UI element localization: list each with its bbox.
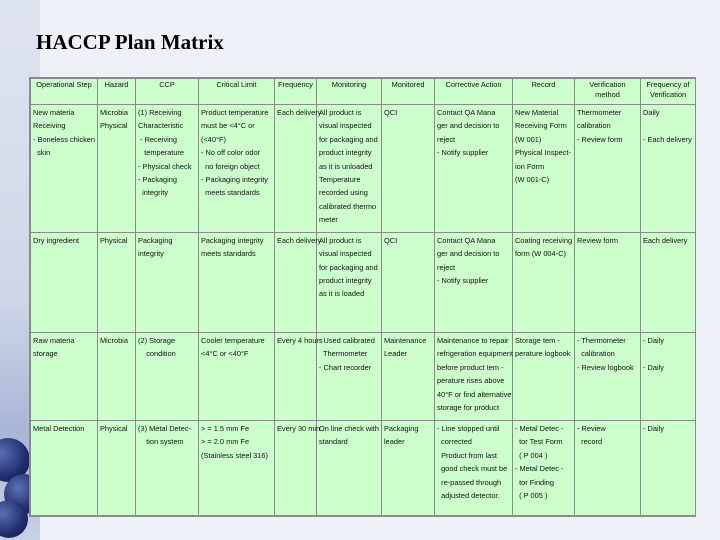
cell-verification-frequency: Daily - Each delivery: [641, 105, 696, 233]
table-body: [31, 105, 696, 516]
column-header-frequency: Frequency: [275, 79, 317, 105]
cell-verification-method: - Review record: [575, 420, 641, 515]
cell-frequency: Each delivery: [275, 232, 317, 332]
column-header-corrective-action: Corrective Action: [435, 79, 513, 105]
cell-hazard: Physical: [98, 232, 136, 332]
cell-critical-limit: > = 1.5 mm Fe > = 2.0 mm Fe (Stainless steel 316): [199, 420, 275, 515]
column-header-hazard: Hazard: [98, 79, 136, 105]
cell-ccp: Packaging integrity: [136, 232, 199, 332]
cell-operational-step: Dry ingredient: [31, 232, 98, 332]
column-header-critical-limit: Critical Limit: [199, 79, 275, 105]
cell-corrective-action: - Line stopped until corrected Product from last good check must be re-passed through adjusted detector.: [435, 420, 513, 515]
cell-verification-frequency: Each delivery: [641, 232, 696, 332]
cell-monitored: Packaging leader: [382, 420, 435, 515]
column-header-ccp: CCP: [136, 79, 199, 105]
cell-monitoring: All product is visual inspected for packaging and product integrity as it is loaded: [317, 232, 382, 332]
cell-record: Storage tem - perature logbook: [513, 332, 575, 420]
cell-critical-limit: Packaging integrity meets standards: [199, 232, 275, 332]
cell-operational-step: Metal Detection: [31, 420, 98, 515]
cell-verification-method: Review form: [575, 232, 641, 332]
cell-ccp: (3) Metal Detec- tion system: [136, 420, 199, 515]
cell-record: New Material Receiving Form (W 001) Physical Inspect- ion Form (W 001-C): [513, 105, 575, 233]
cell-operational-step: New materia Receiving - Boneless chicken skin: [31, 105, 98, 233]
cell-corrective-action: Maintenance to repair refrigeration equipment before product tem - perature rises above 40°F or find alternative storage for product: [435, 332, 513, 420]
cell-monitored: Maintenance Leader: [382, 332, 435, 420]
cell-hazard: Microbia: [98, 332, 136, 420]
cell-critical-limit: Cooler temperature <4°C or <40°F: [199, 332, 275, 420]
cell-record: Coating receiving form (W 004-C): [513, 232, 575, 332]
table-header-row: [31, 79, 696, 105]
cell-monitoring: All product is visual inspected for packaging and product integrity as it is unloaded Temperature recorded using calibrated thermo meter: [317, 105, 382, 233]
table-row: [31, 232, 696, 332]
cell-operational-step: Raw materia storage: [31, 332, 98, 420]
column-header-monitoring: Monitoring: [317, 79, 382, 105]
table-row: [31, 420, 696, 515]
column-header-operational-step: Operational Step: [31, 79, 98, 105]
cell-ccp: (1) Receiving Characteristic - Receiving temperature - Physical check - Packaging integrity: [136, 105, 199, 233]
cell-frequency: Every 30 min: [275, 420, 317, 515]
cell-critical-limit: Product temperature must be <4°C or (<40°F) - No off color odor no foreign object - Packaging integrity meets standards: [199, 105, 275, 233]
cell-frequency: Every 4 hours: [275, 332, 317, 420]
column-header-verification-method: Verification method: [575, 79, 641, 105]
cell-verification-method: - Thermometer calibration - Review logbook: [575, 332, 641, 420]
haccp-matrix-table-container: [29, 77, 696, 517]
table-row: [31, 105, 696, 233]
cell-hazard: Physical: [98, 420, 136, 515]
cell-monitored: QCI: [382, 232, 435, 332]
cell-corrective-action: Contact QA Mana ger and decision to reject - Notify supplier: [435, 232, 513, 332]
haccp-matrix-table: [30, 78, 696, 516]
slide-title: HACCP Plan Matrix: [36, 30, 224, 54]
cell-verification-frequency: - Daily - Daily: [641, 332, 696, 420]
column-header-verification-frequency: Frequency of Verification: [641, 79, 696, 105]
cell-ccp: (2) Storage condition: [136, 332, 199, 420]
cell-hazard: Microbia Physical: [98, 105, 136, 233]
cell-corrective-action: Contact QA Mana ger and decision to reject - Notify supplier: [435, 105, 513, 233]
cell-monitored: QCI: [382, 105, 435, 233]
table-row: [31, 332, 696, 420]
cell-verification-frequency: - Daily: [641, 420, 696, 515]
cell-frequency: Each delivery: [275, 105, 317, 233]
cell-monitoring: - Used calibrated Thermometer - Chart recorder: [317, 332, 382, 420]
cell-monitoring: On line check with standard: [317, 420, 382, 515]
column-header-record: Record: [513, 79, 575, 105]
cell-verification-method: Thermometer calibration - Review form: [575, 105, 641, 233]
cell-record: - Metal Detec - tor Test Form ( P 004 ) - Metal Detec - tor Finding ( P 005 ): [513, 420, 575, 515]
column-header-monitored: Monitored: [382, 79, 435, 105]
